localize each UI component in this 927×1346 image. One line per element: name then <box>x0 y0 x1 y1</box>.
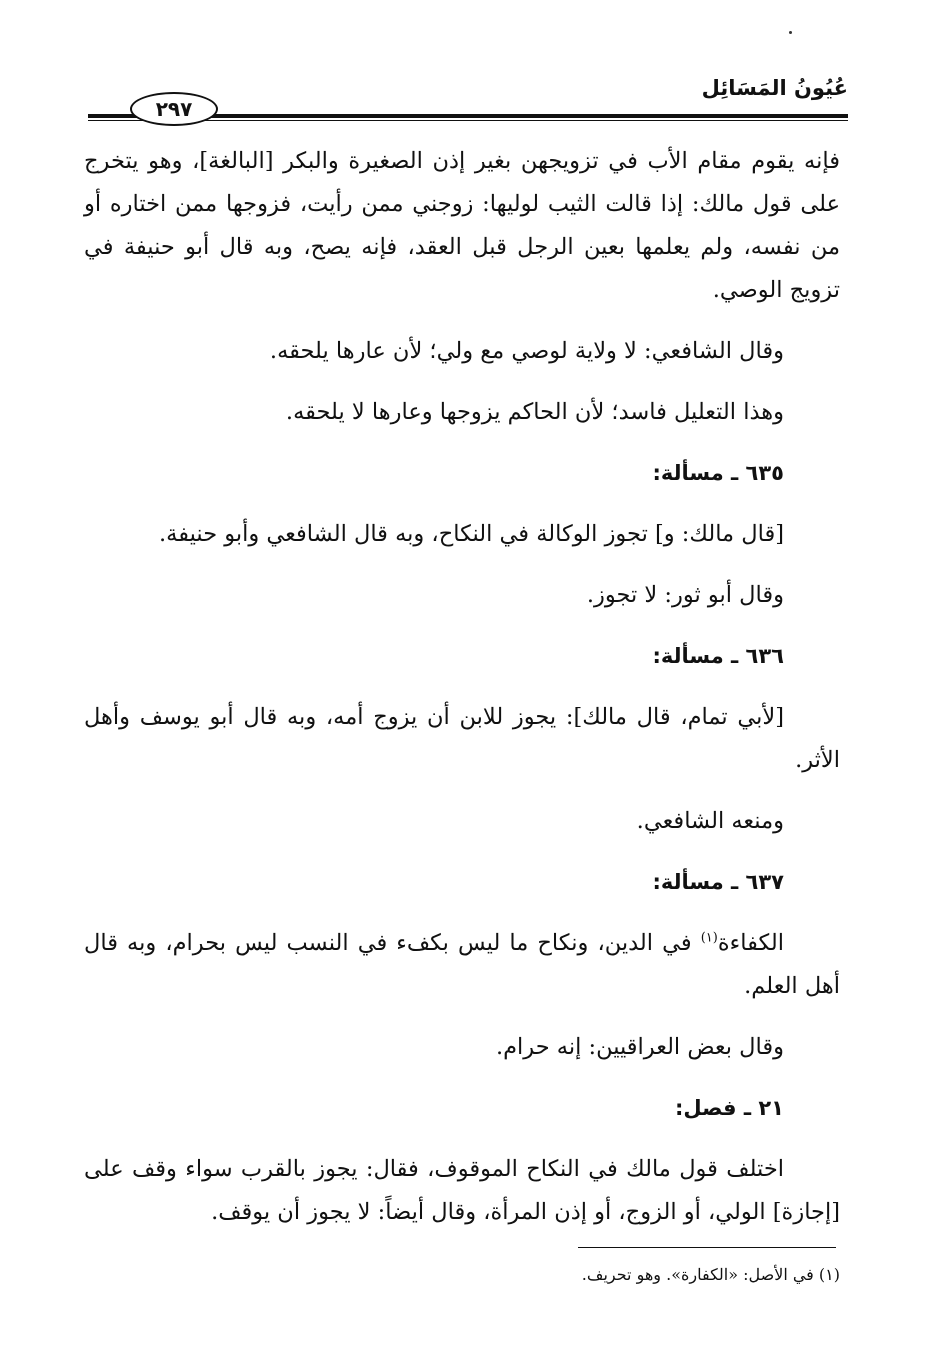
paragraph-10: اختلف قول مالك في النكاح الموقوف، فقال: يجوز بالقرب سواء وقف على [إجازة] الولي، أو الزوج، أو إذن المرأة، وقال أيضاً: لا يجوز أن يوقف. <box>84 1156 840 1225</box>
page-number-badge: ٢٩٧ <box>130 92 218 126</box>
issue-heading-635: ٦٣٥ ـ مسألة: <box>652 461 784 485</box>
paragraph-9: وقال بعض العراقيين: إنه حرام. <box>495 1034 784 1060</box>
paragraph-8-rest: في الدين، ونكاح ما ليس بكفء في النسب ليس بحرام، وبه قال أهل العلم. <box>84 930 840 999</box>
paragraph-3: وهذا التعليل فاسد؛ لأن الحاكم يزوجها وعارها لا يلحقه. <box>285 399 784 425</box>
paragraph-4: [قال مالك: و] تجوز الوكالة في النكاح، وبه قال الشافعي وأبو حنيفة. <box>159 521 784 547</box>
footnote-reference-1[interactable]: (١) <box>700 930 718 946</box>
paragraph-2: وقال الشافعي: لا ولاية لوصي مع ولي؛ لأن عارها يلحقه. <box>269 338 784 364</box>
paragraph-5: وقال أبو ثور: لا تجوز. <box>586 582 784 608</box>
issue-heading-636: ٦٣٦ ـ مسألة: <box>652 644 784 668</box>
paragraph-7: ومنعه الشافعي. <box>636 808 784 834</box>
paragraph-8-start: الكفاءة <box>717 930 784 956</box>
main-text <box>84 140 840 1252</box>
page-header <box>88 70 848 122</box>
paragraph-8 <box>84 922 840 1008</box>
issue-heading-637: ٦٣٧ ـ مسألة: <box>652 870 784 894</box>
footnote-separator <box>578 1247 836 1248</box>
stray-ink-dot <box>789 31 792 34</box>
section-heading-21: ٢١ ـ فصل: <box>674 1096 784 1120</box>
running-title: عُيُونُ المَسَائِل <box>701 76 848 100</box>
paragraph-6: [لأبي تمام، قال مالك]: يجوز للابن أن يزوج أمه، وبه قال أبو يوسف وأهل الأثر. <box>84 704 840 773</box>
paragraph-1: فإنه يقوم مقام الأب في تزويجهن بغير إذن الصغيرة والبكر [البالغة]، وهو يتخرج على قول مالك: إذا قالت الثيب لوليها: زوجني ممن رأيت، فزوجها ممن اختاره أو من نفسه، ولم يعلمها بعين الرجل قبل العقد، فإنه يصح، وبه قال أبو حنيفة في تزويج الوصي. <box>84 148 841 303</box>
footnote-1: (١) في الأصل: «الكفارة». وهو تحريف. <box>581 1265 840 1284</box>
